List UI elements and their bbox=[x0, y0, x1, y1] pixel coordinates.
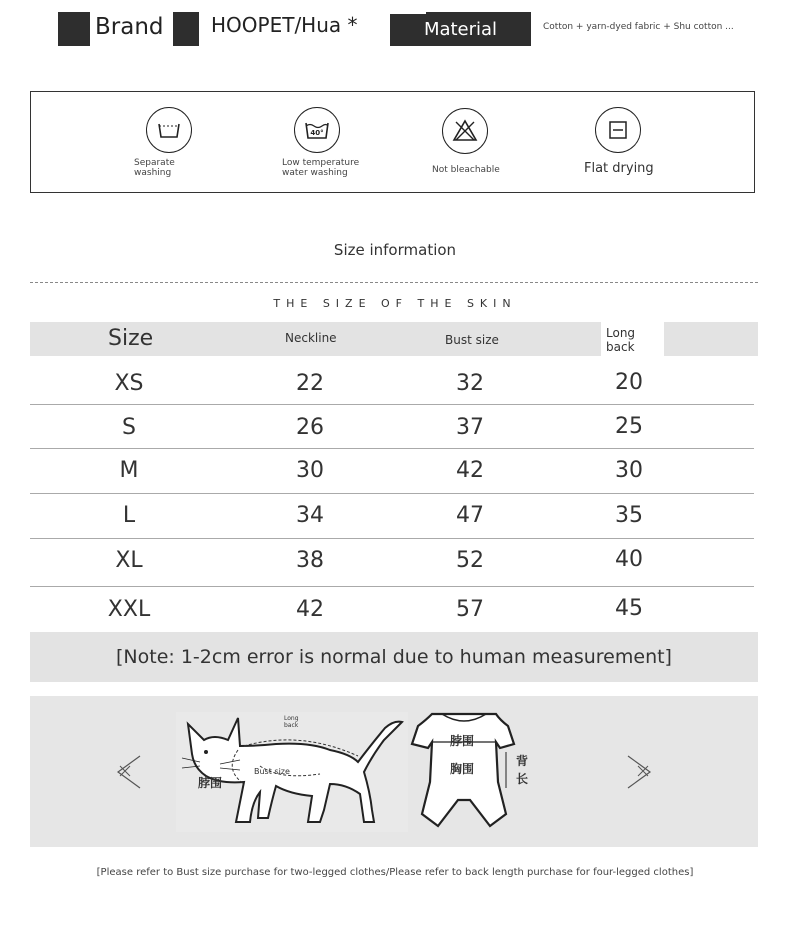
purchase-guidance-note: [Please refer to Bust size purchase for two-legged clothes/Please refer to back length purchase for four-legged clothes] bbox=[96, 867, 694, 878]
header-size: Size bbox=[108, 326, 154, 351]
cell-size: XL bbox=[115, 548, 143, 573]
cell-neckline: 26 bbox=[296, 415, 324, 440]
no-bleach-icon bbox=[442, 108, 488, 154]
brand-label: Brand bbox=[95, 14, 164, 40]
measurement-note: [Note: 1-2cm error is normal due to human measurement] bbox=[30, 632, 758, 682]
row-divider bbox=[30, 448, 754, 449]
garment-neck-label: 脖围 bbox=[450, 734, 475, 748]
cat-long-back-label: Long back bbox=[284, 715, 299, 729]
cat-neck-label: 脖围 bbox=[198, 776, 223, 790]
brand-marker bbox=[58, 12, 90, 46]
care-label-flat-dry: Flat drying bbox=[584, 161, 654, 176]
cell-size: S bbox=[122, 415, 136, 440]
cell-size: M bbox=[119, 458, 139, 483]
chevron-right-icon bbox=[624, 752, 654, 792]
header-bust: Bust size bbox=[445, 333, 499, 347]
care-label-separate: Separate washing bbox=[134, 158, 175, 178]
cell-neckline: 22 bbox=[296, 371, 324, 396]
cell-bust: 52 bbox=[456, 548, 484, 573]
cell-neckline: 34 bbox=[296, 503, 324, 528]
cell-size: L bbox=[122, 503, 136, 528]
cell-neckline: 30 bbox=[296, 458, 324, 483]
cell-back: 25 bbox=[615, 414, 643, 439]
cell-neckline: 42 bbox=[296, 597, 324, 622]
cell-bust: 57 bbox=[456, 597, 484, 622]
care-label-low-temp: Low temperature water washing bbox=[282, 158, 360, 178]
flat-dry-icon bbox=[595, 107, 641, 153]
cell-size: XXL bbox=[107, 597, 151, 622]
cell-back: 40 bbox=[615, 547, 643, 572]
cell-bust: 47 bbox=[456, 503, 484, 528]
chevron-left-icon bbox=[114, 752, 144, 792]
svg-text:40°: 40° bbox=[310, 129, 324, 137]
row-divider bbox=[30, 538, 754, 539]
cell-back: 20 bbox=[615, 370, 643, 395]
cell-bust: 42 bbox=[456, 458, 484, 483]
table-header-bar-right bbox=[664, 322, 758, 356]
header-neckline: Neckline bbox=[285, 331, 337, 345]
row-divider bbox=[30, 586, 754, 587]
wash-40-icon bbox=[294, 107, 340, 153]
row-divider bbox=[30, 493, 754, 494]
skin-size-subtitle: THE SIZE OF THE SKIN bbox=[273, 297, 517, 310]
cell-back: 30 bbox=[615, 458, 643, 483]
material-notch bbox=[390, 12, 426, 14]
row-divider bbox=[30, 404, 754, 405]
cell-back: 35 bbox=[615, 503, 643, 528]
material-value: Cotton + yarn-dyed fabric + Shu cotton ... bbox=[543, 22, 734, 32]
material-label: Material bbox=[390, 12, 531, 46]
brand-value-marker bbox=[173, 12, 199, 46]
cell-bust: 32 bbox=[456, 371, 484, 396]
care-label-no-bleach: Not bleachable bbox=[432, 165, 500, 175]
garment-chest-label: 胸围 bbox=[450, 762, 475, 776]
divider-dashed bbox=[30, 282, 758, 283]
cell-neckline: 38 bbox=[296, 548, 324, 573]
cell-bust: 37 bbox=[456, 415, 484, 440]
brand-value: HOOPET/Hua * bbox=[211, 13, 358, 37]
care-instructions-box bbox=[30, 91, 755, 193]
measurement-diagram bbox=[30, 696, 758, 847]
garment-back-length-label: 背 长 bbox=[516, 754, 529, 786]
cell-back: 45 bbox=[615, 596, 643, 621]
cat-bust-label: Bust size bbox=[254, 767, 290, 776]
cell-size: XS bbox=[114, 371, 144, 396]
size-information-title: Size information bbox=[333, 241, 457, 259]
hand-wash-icon bbox=[146, 107, 192, 153]
header-long-back: Long back bbox=[606, 326, 636, 354]
